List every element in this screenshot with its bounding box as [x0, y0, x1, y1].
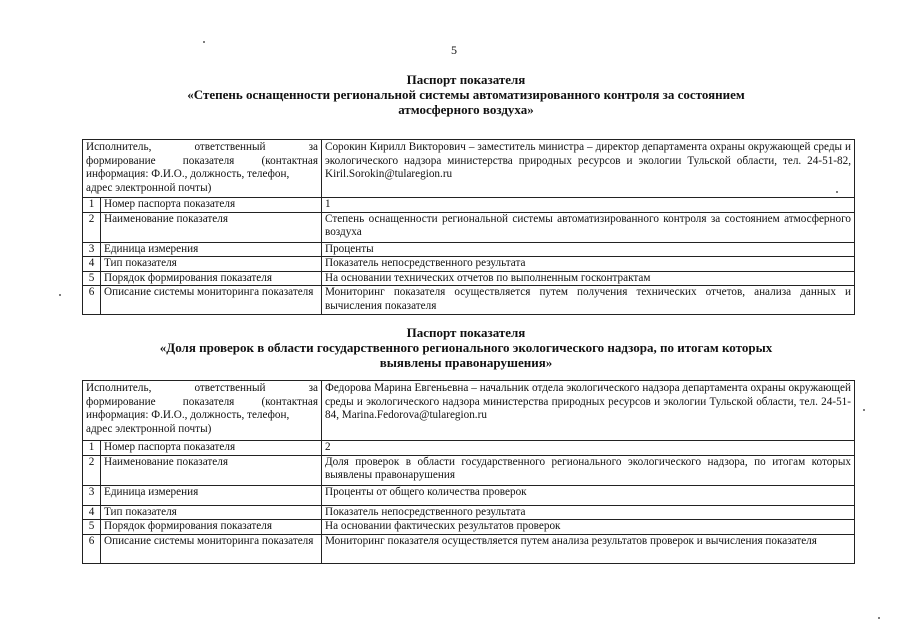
row-label: Описание системы мониторинга показателя — [101, 286, 322, 315]
passport-2-subtitle-line1: «Доля проверок в области государственного регионального экологического надзора, по итогам которых — [159, 340, 773, 355]
row-value: Показатель непосредственного результата — [322, 505, 855, 520]
table-row — [83, 257, 855, 272]
table-row — [83, 534, 855, 563]
table-row — [83, 485, 855, 505]
executor-label-word: Исполнитель, — [86, 382, 152, 394]
executor-label-line: адрес электронной почты) — [86, 181, 212, 194]
row-number: 4 — [83, 505, 101, 520]
scan-speck — [59, 294, 61, 296]
table-row — [83, 198, 855, 213]
page-number: 5 — [451, 43, 457, 57]
executor-label-line: информация: Ф.И.О., должность, телефон, — [86, 168, 290, 180]
executor-label-cell — [83, 381, 322, 441]
row-number: 3 — [83, 242, 101, 257]
row-number: 3 — [83, 485, 101, 505]
table-row — [83, 140, 855, 198]
passport-2-heading: Паспорт показателя — [406, 325, 526, 340]
table-row — [83, 286, 855, 315]
table-row — [83, 455, 855, 485]
scan-speck — [836, 191, 838, 193]
row-value: Мониторинг показателя осуществляется путем анализа результатов проверок и вычисления показателя — [322, 534, 855, 563]
row-label: Порядок формирования показателя — [101, 271, 322, 286]
row-number: 2 — [83, 212, 101, 242]
scan-speck — [203, 41, 205, 43]
row-label: Единица измерения — [101, 485, 322, 505]
row-label: Наименование показателя — [101, 212, 322, 242]
row-number: 6 — [83, 534, 101, 563]
row-label: Номер паспорта показателя — [101, 441, 322, 456]
row-number: 5 — [83, 271, 101, 286]
table-row — [83, 271, 855, 286]
row-label: Наименование показателя — [101, 455, 322, 485]
executor-label-word: за — [308, 141, 318, 153]
row-number: 6 — [83, 286, 101, 315]
passport-1-subtitle-line2: атмосферного воздуха» — [398, 102, 534, 117]
row-label: Порядок формирования показателя — [101, 520, 322, 535]
table-row — [83, 505, 855, 520]
row-label: Единица измерения — [101, 242, 322, 257]
scan-speck — [878, 617, 880, 619]
row-number: 1 — [83, 198, 101, 213]
table-row — [83, 242, 855, 257]
passport-2-subtitle-line2: выявлены правонарушения» — [379, 355, 553, 370]
passport-2-title — [80, 325, 852, 370]
row-value: На основании фактических результатов проверок — [322, 520, 855, 535]
executor-label-line — [86, 141, 318, 155]
row-number: 4 — [83, 257, 101, 272]
executor-label-word: Исполнитель, — [86, 141, 152, 153]
passport-1-table — [82, 139, 855, 315]
row-label: Номер паспорта показателя — [101, 198, 322, 213]
table-row — [83, 212, 855, 242]
row-value: Мониторинг показателя осуществляется путем получения технических отчетов, анализа данных и вычисления показателя — [322, 286, 855, 315]
passport-1-title — [80, 72, 852, 117]
row-value: Доля проверок в области государственного регионального экологического надзора, по итогам которых выявлены правонарушения — [322, 455, 855, 485]
row-number: 1 — [83, 441, 101, 456]
row-value: 1 — [322, 198, 855, 213]
executor-value-cell: Сорокин Кирилл Викторович – заместитель министра – директор департамента охраны окружающей среды и экологического надзора министерства природных ресурсов и экологии Тульской области, тел. 24-51-82, Kiril.Sorokin@tularegion.ru — [322, 140, 855, 198]
executor-label-line — [86, 382, 318, 396]
executor-value-cell: Федорова Марина Евгеньевна – начальник отдела экологического надзора департамента охраны окружающей среды и экологического надзора министерства природных ресурсов и экологии Тульской области, тел. 24-51-84, Marina.Fedorova@tularegion.ru — [322, 381, 855, 441]
table-row — [83, 520, 855, 535]
row-value: Проценты — [322, 242, 855, 257]
passport-2-table — [82, 380, 855, 564]
executor-label-word: за — [308, 382, 318, 394]
passport-1-subtitle-line1: «Степень оснащенности региональной системы автоматизированного контроля за состоянием — [187, 87, 745, 102]
executor-label-line: информация: Ф.И.О., должность, телефон, — [86, 409, 290, 421]
row-value: На основании технических отчетов по выполненным госконтрактам — [322, 271, 855, 286]
row-label: Тип показателя — [101, 505, 322, 520]
row-value: 2 — [322, 441, 855, 456]
row-value: Степень оснащенности региональной системы автоматизированного контроля за состоянием атмосферного воздуха — [322, 212, 855, 242]
row-value: Проценты от общего количества проверок — [322, 485, 855, 505]
table-row — [83, 441, 855, 456]
row-number: 2 — [83, 455, 101, 485]
executor-label-cell — [83, 140, 322, 198]
scan-speck — [863, 409, 865, 411]
executor-label-line: адрес электронной почты) — [86, 422, 212, 435]
row-label: Тип показателя — [101, 257, 322, 272]
executor-label-word: ответственный — [194, 141, 266, 153]
row-number: 5 — [83, 520, 101, 535]
executor-label-line: формирование показателя (контактная — [86, 154, 318, 167]
executor-label-word: ответственный — [194, 382, 266, 394]
passport-1-heading: Паспорт показателя — [406, 72, 526, 87]
executor-label-line: формирование показателя (контактная — [86, 395, 318, 408]
row-value: Показатель непосредственного результата — [322, 257, 855, 272]
row-label: Описание системы мониторинга показателя — [101, 534, 322, 563]
table-row — [83, 381, 855, 441]
